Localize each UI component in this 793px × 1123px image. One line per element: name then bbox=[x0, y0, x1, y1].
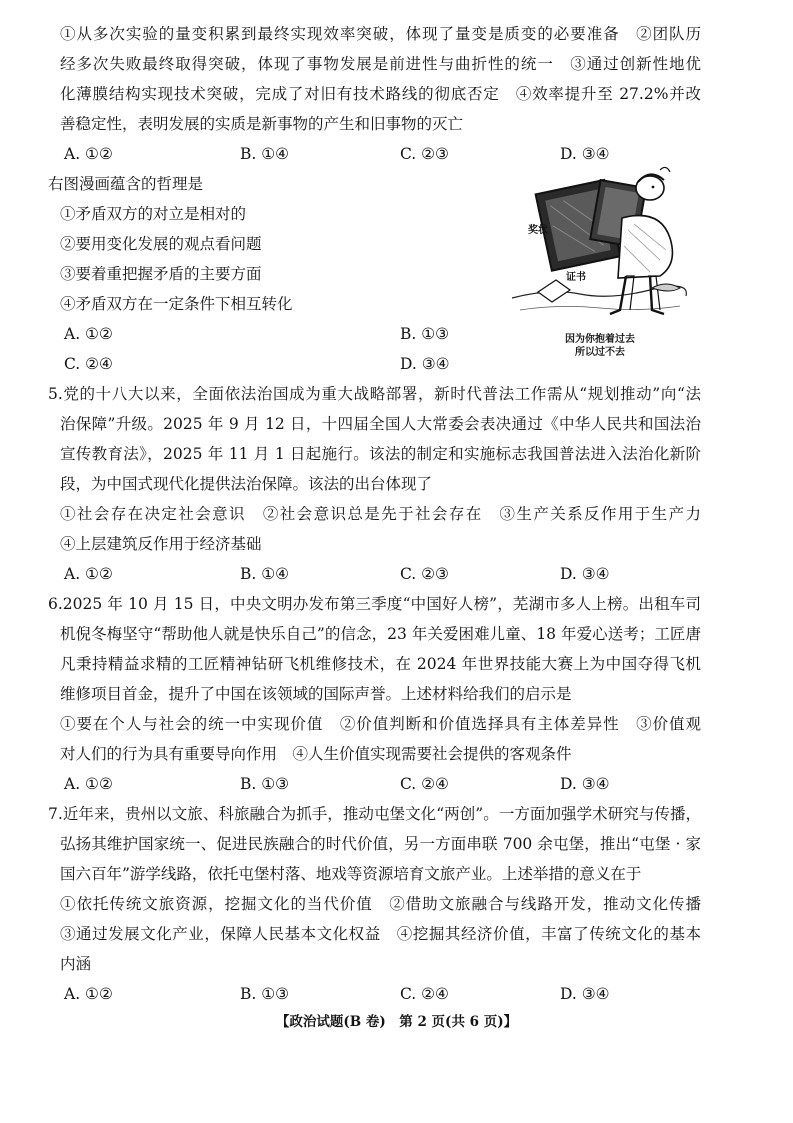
q4-option-c[interactable]: C. ②④ bbox=[64, 355, 113, 373]
q7-option-c[interactable]: C. ②④ bbox=[400, 985, 449, 1003]
q4-option-a[interactable]: A. ①② bbox=[64, 325, 113, 343]
q5-line-4: 段，为中国式现代化提供法治保障。该法的出台体现了 bbox=[60, 475, 433, 493]
q7-line-4: ①依托传统文旅资源，挖掘文化的当代价值 ②借助文旅融合与线路开发，推动文化传播 bbox=[60, 895, 701, 913]
q5-line-6: ④上层建筑反作用于经济基础 bbox=[60, 535, 262, 553]
q4-option-b[interactable]: B. ①③ bbox=[400, 325, 450, 343]
q5-line-5: ①社会存在决定社会意识 ②社会意识总是先于社会存在 ③生产关系反作用于生产力 bbox=[60, 505, 701, 523]
q6-option-a[interactable]: A. ①② bbox=[64, 775, 113, 793]
q7-option-d[interactable]: D. ③④ bbox=[560, 985, 610, 1003]
q7-line-1: 7.近年来，贵州以文旅、科旅融合为抓手，推动屯堡文化“两创”。一方面加强学术研究与传播， bbox=[48, 805, 701, 823]
q4-item-2: ②要用变化发展的观点看问题 bbox=[60, 235, 262, 253]
q3-option-a[interactable]: A. ①② bbox=[64, 145, 113, 163]
q7-option-b[interactable]: B. ①③ bbox=[240, 985, 290, 1003]
cartoon-illustration bbox=[510, 160, 688, 352]
q5-option-a[interactable]: A. ①② bbox=[64, 565, 113, 583]
q6-line-6: 对人们的行为具有重要导向作用 ④人生价值实现需要社会提供的客观条件 bbox=[60, 745, 572, 763]
q7-line-2: 弘扬其维护国家统一、促进民族融合的时代价值，另一方面串联 700 余屯堡，推出“屯堡 · 家 bbox=[60, 835, 701, 853]
q6-option-d[interactable]: D. ③④ bbox=[560, 775, 610, 793]
q5-option-b[interactable]: B. ①④ bbox=[240, 565, 290, 583]
q6-line-4: 维修项目首金，提升了中国在该领域的国际声誉。上述材料给我们的启示是 bbox=[60, 685, 572, 703]
q3-option-b[interactable]: B. ①④ bbox=[240, 145, 290, 163]
q6-line-3: 凡秉持精益求精的工匠精神钻研飞机维修技术，在 2024 年世界技能大赛上为中国夺得飞机 bbox=[60, 655, 701, 673]
q3-line-4: 善稳定性，表明发展的实质是新事物的产生和旧事物的灭亡 bbox=[60, 115, 464, 133]
q4-item-4: ④矛盾双方在一定条件下相互转化 bbox=[60, 295, 293, 313]
q7-line-5: ③通过发展文化产业，保障人民基本文化权益 ④挖掘其经济价值，丰富了传统文化的基本 bbox=[60, 925, 701, 943]
cartoon-label-award: 奖状 bbox=[528, 225, 548, 236]
q5-line-3: 宣传教育法》，2025 年 11 月 1 日起施行。该法的制定和实施标志我国普法进入法治化新阶 bbox=[60, 445, 701, 463]
q3-option-c[interactable]: C. ②③ bbox=[400, 145, 449, 163]
q5-option-d[interactable]: D. ③④ bbox=[560, 565, 610, 583]
q6-line-2: 机倪冬梅坚守“帮助他人就是快乐自己”的信念，23 年关爱困难儿童、18 年爱心送考；工匠唐 bbox=[60, 625, 701, 643]
cartoon-label-certificate: 证书 bbox=[566, 272, 586, 283]
q6-option-b[interactable]: B. ①③ bbox=[240, 775, 290, 793]
q6-line-5: ①要在个人与社会的统一中实现价值 ②价值判断和价值选择具有主体差异性 ③价值观 bbox=[60, 715, 701, 733]
q4-item-1: ①矛盾双方的对立是相对的 bbox=[60, 205, 247, 223]
q3-line-2: 经多次失败最终取得突破，体现了事物发展是前进性与曲折性的统一 ③通过创新性地优 bbox=[60, 55, 701, 73]
q7-line-6: 内涵 bbox=[60, 955, 92, 973]
q3-line-1: ①从多次实验的量变积累到最终实现效率突破，体现了量变是质变的必要准备 ②团队历 bbox=[60, 25, 701, 43]
page-footer: 【政治试题(B 卷) 第 2 页(共 6 页)】 bbox=[275, 1014, 518, 1030]
q5-line-2: 治保障”升级。2025 年 9 月 12 日，十四届全国人大常委会表决通过《中华人民共和国法治 bbox=[60, 415, 701, 433]
q7-line-3: 国六百年”游学线路，依托屯堡村落、地戏等资源培育文旅产业。上述举措的意义在于 bbox=[60, 865, 642, 883]
cartoon-caption-line-2: 所以过不去 bbox=[575, 347, 625, 358]
q5-option-c[interactable]: C. ②③ bbox=[400, 565, 449, 583]
q6-line-1: 6.2025 年 10 月 15 日，中央文明办发布第三季度“中国好人榜”，芜湖市多人上榜。出租车司 bbox=[48, 595, 701, 613]
q6-option-c[interactable]: C. ②④ bbox=[400, 775, 449, 793]
q3-option-d[interactable]: D. ③④ bbox=[560, 145, 610, 163]
q5-line-1: 5.党的十八大以来，全面依法治国成为重大战略部署，新时代普法工作需从“规划推动”向“法 bbox=[48, 385, 701, 403]
q4-stem: 右图漫画蕴含的哲理是 bbox=[48, 175, 204, 193]
q3-line-3: 化薄膜结构实现技术突破，完成了对旧有技术路线的彻底否定 ④效率提升至 27.2%并改 bbox=[60, 85, 701, 103]
q7-option-a[interactable]: A. ①② bbox=[64, 985, 113, 1003]
cartoon-caption-line-1: 因为你抱着过去 bbox=[565, 334, 635, 345]
q4-item-3: ③要着重把握矛盾的主要方面 bbox=[60, 265, 262, 283]
q4-option-d[interactable]: D. ③④ bbox=[400, 355, 450, 373]
